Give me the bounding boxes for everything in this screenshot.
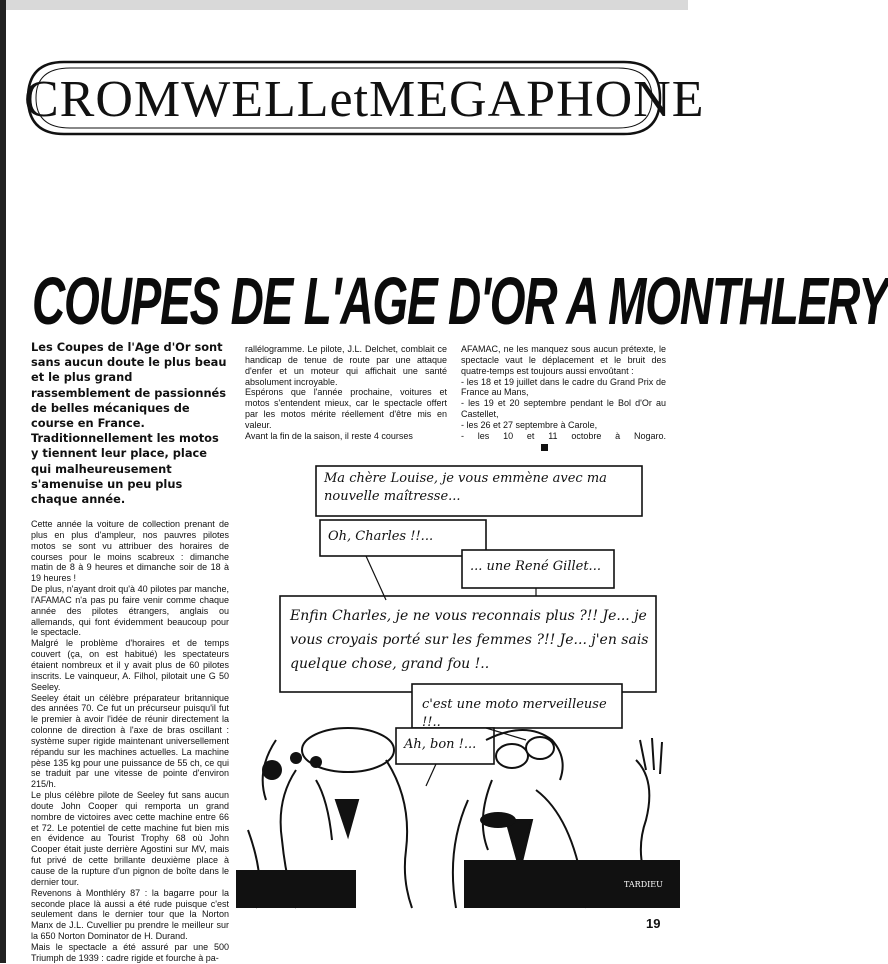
artist-signature: TARDIEU [624, 880, 663, 889]
paragraph: Cette année la voiture de collection prenant de plus en plus d'ampleur, nos pauvres pilotes motos se sont vu attribuer des horaires de courses pour le moins scabreux : dimanche matin de 8 à 9 heures et dimanche soir de 18 à 19 heures ! [31, 519, 229, 584]
bubble-text: Ah, bon !... [404, 737, 477, 752]
comic-illustration [236, 440, 680, 908]
list-item-text: - les 10 et 11 octobre à Nogaro. [461, 430, 666, 441]
bubble-text: ... une René Gillet... [470, 559, 601, 574]
page-number: 19 [646, 916, 661, 931]
paragraph: Espérons que l'année prochaine, voitures et motos s'entendent mieux, car le spectacle offert par les motos mérite réellement d'être mis en valeur. [245, 387, 447, 430]
paragraph: Seeley était un célèbre préparateur britannique des années 70. Ce fut un précurseur puisqu'il fut le premier à avoir l'idée de réunir directement la colonne de direction à l'axe de bras oscillant : système super rigide maintenant universellement répandu sur les machines actuelles. La machine pèse 135 kg pour une puissance de 55 ch, ce qui se traduit par une vitesse de pointe d'environ 215/h. [31, 692, 229, 790]
masthead-title: CROMWELLetMEGAPHONE [24, 71, 705, 128]
article-column-2 [245, 344, 447, 442]
bubble-text: Enfin Charles, je ne vous reconnais plus ?!! Je... je vous croyais porté sur les femmes ?!! Je... j'en sais quelque chose, grand fou !.. [290, 608, 649, 672]
paragraph: Mais le spectacle a été assuré par une 500 Triumph de 1939 : cadre rigide et fourche à pa- [31, 941, 229, 963]
bubble-text: Oh, Charles !!... [328, 529, 434, 544]
list-item: - les 26 et 27 septembre à Carole, [461, 419, 598, 430]
paragraph: De plus, n'ayant droit qu'à 40 pilotes par manche, l'AFAMAC n'a pas pu faire venir comme chaque année des pilotes étrangers, anglais ou allemands, qui font évidemment beaucoup pour le spectacle. [31, 584, 229, 638]
paragraph: Avant la fin de la saison, il reste 4 courses [245, 430, 413, 441]
article-column-1 [31, 519, 229, 964]
bubble-text: Ma chère Louise, je vous emmène avec ma nouvelle maîtresse... [324, 471, 607, 504]
article-column-3 [461, 344, 666, 452]
article-headline: COUPES DE L'AGE D'OR A MONTHLERY [32, 263, 888, 339]
paragraph: Revenons à Monthléry 87 : la bagarre pour la seconde place là aussi a été rude puisque c'est seulement dans le dernier tour que la Norton Manx de J.L. Cuvellier pu prendre le meilleur sur la 650 Norton Dominator de H. Durand. [31, 887, 229, 942]
scan-left-edge [0, 0, 6, 963]
article-lead: Les Coupes de l'Age d'Or sont sans aucun doute le plus beau et le plus grand rassemblement de passionnés de belles mécaniques de course en France. Traditionnellement les motos y tiennent leur place, place qui malheureusement s'amenuise un peu plus chaque année. [31, 340, 227, 507]
paragraph: rallélogramme. Le pilote, J.L. Delchet, comblait ce handicap de tenue de route par une attaque d'enfer et un moteur qui affichait une santé absolument incroyable. [245, 344, 447, 387]
scan-top-band [0, 0, 688, 10]
masthead [24, 56, 705, 140]
paragraph: AFAMAC, ne les manquez sous aucun prétexte, le spectacle vaut le déplacement et le bruit des quatre-temps est toujours aussi envoûtant : [461, 344, 666, 376]
paragraph: Le plus célèbre pilote de Seeley fut sans aucun doute John Cooper qui remporta un grand nombre de victoires avec cette machine entre 66 et 72. Le potentiel de cette machine fut bien mis en évidence au Tourist Trophy 68 où John Cooper était juste derrière Agostini sur MV, mais fut privé de cette brillante deuxième place à cause de la rupture d'un pignon de boîte dans le dernier tour. [31, 790, 229, 887]
bubble-text: c'est une moto merveilleuse !!.. [422, 697, 607, 730]
paragraph: Malgré le problème d'horaires et de temps couvert (ça, on est habitué) les spectateurs étaient nombreux et il y avait plus de 60 pilotes inscrits. Le vainqueur, A. Filhol, pilotait une G 50 Seeley. [31, 638, 229, 692]
list-item: - les 19 et 20 septembre pendant le Bol d'Or au Castellet, [461, 398, 666, 420]
list-item: - les 18 et 19 juillet dans le cadre du Grand Prix de France au Mans, [461, 376, 666, 398]
